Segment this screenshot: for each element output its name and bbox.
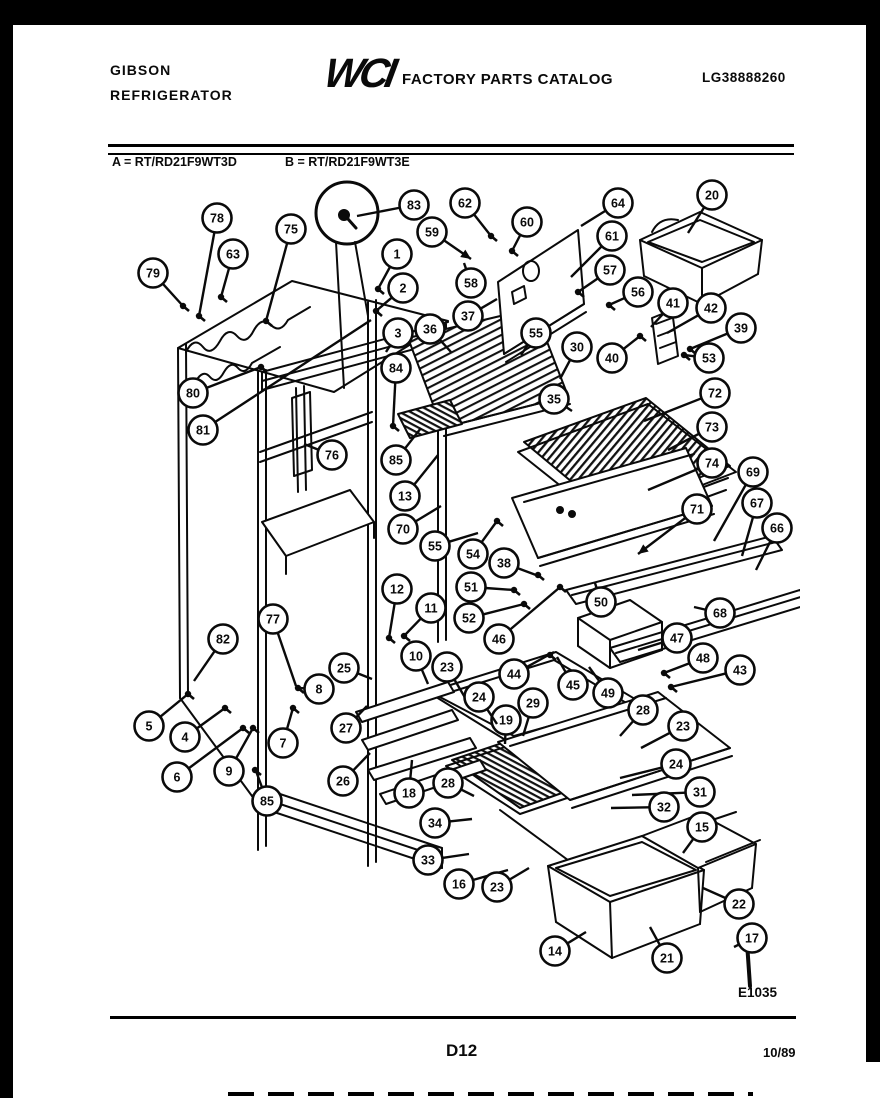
- svg-text:41: 41: [666, 296, 680, 311]
- svg-text:6: 6: [173, 770, 181, 785]
- svg-text:43: 43: [733, 663, 747, 678]
- svg-text:85: 85: [260, 794, 274, 809]
- svg-text:24: 24: [669, 757, 683, 772]
- part-balloon-9: [215, 728, 254, 786]
- svg-text:79: 79: [146, 266, 160, 281]
- fastener-icon: [535, 572, 544, 580]
- svg-text:72: 72: [708, 386, 722, 401]
- fastener-icon: [390, 423, 399, 431]
- part-balloon-38: [490, 549, 537, 578]
- part-balloon-85: [382, 428, 422, 475]
- part-balloon-22: [703, 888, 754, 919]
- part-balloon-40: [598, 336, 641, 373]
- part-balloon-7: [269, 708, 298, 758]
- svg-text:55: 55: [529, 326, 543, 341]
- svg-text:28: 28: [441, 776, 455, 791]
- svg-text:82: 82: [216, 632, 230, 647]
- svg-text:25: 25: [337, 661, 351, 676]
- part-balloon-10: [402, 642, 431, 685]
- air-grille: [398, 400, 462, 438]
- svg-text:10: 10: [409, 649, 423, 664]
- diagram-code: E1035: [738, 985, 778, 1000]
- page-number: D12: [446, 1041, 478, 1060]
- part-balloon-59: [418, 218, 472, 260]
- svg-text:35: 35: [547, 392, 561, 407]
- svg-text:76: 76: [325, 448, 339, 463]
- part-balloon-23: [483, 868, 530, 902]
- svg-text:59: 59: [425, 225, 439, 240]
- model-a-label: A = RT/RD21F9WT3D: [112, 155, 237, 169]
- part-balloon-4: [171, 708, 226, 752]
- svg-text:84: 84: [389, 361, 403, 376]
- catalog-number: LG38888260: [702, 70, 786, 85]
- svg-text:12: 12: [390, 582, 404, 597]
- svg-text:22: 22: [732, 897, 746, 912]
- svg-text:20: 20: [705, 188, 719, 203]
- scan-border-bottom: [228, 1092, 753, 1096]
- header-rule: [108, 144, 794, 155]
- part-balloon-17: [734, 924, 767, 953]
- svg-text:83: 83: [407, 198, 421, 213]
- product-type: REFRIGERATOR: [110, 87, 233, 103]
- svg-text:64: 64: [611, 196, 625, 211]
- svg-text:7: 7: [279, 736, 287, 751]
- svg-text:56: 56: [631, 285, 645, 300]
- svg-text:36: 36: [423, 322, 437, 337]
- part-balloon-46: [485, 588, 560, 654]
- svg-text:33: 33: [421, 853, 435, 868]
- svg-text:24: 24: [472, 690, 486, 705]
- svg-text:80: 80: [186, 386, 200, 401]
- svg-text:48: 48: [696, 651, 710, 666]
- svg-text:77: 77: [266, 612, 280, 627]
- catalog-title: FACTORY PARTS CATALOG: [402, 71, 614, 88]
- svg-text:54: 54: [466, 547, 480, 562]
- part-balloon-11: [404, 594, 446, 637]
- svg-text:53: 53: [702, 351, 716, 366]
- part-balloon-62: [451, 189, 492, 237]
- model-b-label: B = RT/RD21F9WT3E: [285, 155, 410, 169]
- footer-rule: [110, 1016, 796, 1019]
- part-balloon-34: [421, 809, 473, 838]
- scan-border-left: [0, 0, 13, 1098]
- svg-text:17: 17: [745, 931, 759, 946]
- svg-text:3: 3: [394, 326, 402, 341]
- part-balloon-64: [581, 189, 633, 227]
- svg-text:62: 62: [458, 196, 472, 211]
- svg-text:28: 28: [636, 703, 650, 718]
- svg-text:44: 44: [507, 667, 521, 682]
- svg-text:46: 46: [492, 632, 506, 647]
- svg-text:14: 14: [548, 944, 562, 959]
- part-balloon-77: [259, 605, 297, 687]
- svg-text:49: 49: [601, 686, 615, 701]
- svg-text:29: 29: [526, 696, 540, 711]
- svg-text:47: 47: [670, 631, 684, 646]
- wci-logo: WCI: [321, 50, 397, 96]
- svg-text:67: 67: [750, 496, 764, 511]
- svg-text:18: 18: [402, 786, 416, 801]
- svg-text:68: 68: [713, 606, 727, 621]
- svg-text:26: 26: [336, 774, 350, 789]
- svg-text:13: 13: [398, 489, 412, 504]
- part-balloon-25: [330, 654, 373, 683]
- svg-text:27: 27: [339, 721, 353, 736]
- scan-border-top: [0, 0, 880, 25]
- svg-text:39: 39: [734, 321, 748, 336]
- part-balloon-30: [560, 333, 592, 380]
- svg-text:16: 16: [452, 877, 466, 892]
- part-balloon-8: [298, 675, 334, 704]
- svg-text:15: 15: [695, 820, 709, 835]
- part-balloon-27: [332, 706, 368, 743]
- part-balloon-58: [457, 263, 486, 298]
- svg-text:31: 31: [693, 785, 707, 800]
- svg-text:4: 4: [181, 730, 189, 745]
- part-balloon-32: [611, 793, 679, 822]
- svg-text:38: 38: [497, 556, 511, 571]
- part-balloon-14: [541, 932, 587, 966]
- svg-text:75: 75: [284, 222, 298, 237]
- svg-text:11: 11: [424, 601, 438, 616]
- svg-text:78: 78: [210, 211, 224, 226]
- svg-text:70: 70: [396, 522, 410, 537]
- part-balloon-26: [329, 753, 371, 796]
- svg-text:69: 69: [746, 465, 760, 480]
- part-balloon-79: [139, 259, 184, 307]
- svg-text:30: 30: [570, 340, 584, 355]
- svg-text:23: 23: [440, 660, 454, 675]
- svg-text:21: 21: [660, 951, 674, 966]
- svg-text:23: 23: [676, 719, 690, 734]
- parts-diagram: [100, 170, 800, 1020]
- part-balloon-82: [194, 625, 238, 682]
- svg-text:61: 61: [605, 229, 619, 244]
- svg-text:40: 40: [605, 351, 619, 366]
- svg-text:71: 71: [690, 502, 704, 517]
- ice-bin: [640, 212, 762, 304]
- svg-text:23: 23: [490, 880, 504, 895]
- svg-text:19: 19: [499, 713, 513, 728]
- scan-border-right: [866, 0, 880, 1062]
- svg-text:32: 32: [657, 800, 671, 815]
- svg-text:52: 52: [462, 611, 476, 626]
- svg-text:8: 8: [315, 682, 323, 697]
- part-balloon-63: [219, 240, 248, 298]
- svg-text:42: 42: [704, 301, 718, 316]
- issue-date: 10/89: [763, 1045, 796, 1060]
- svg-text:55: 55: [428, 539, 442, 554]
- svg-text:34: 34: [428, 816, 442, 831]
- svg-text:1: 1: [393, 247, 401, 262]
- svg-text:74: 74: [705, 456, 719, 471]
- part-balloon-60: [512, 208, 542, 252]
- svg-text:9: 9: [225, 764, 233, 779]
- part-balloon-12: [383, 575, 412, 639]
- part-balloon-35: [540, 385, 573, 414]
- svg-text:45: 45: [566, 678, 580, 693]
- svg-text:5: 5: [145, 719, 153, 734]
- svg-text:51: 51: [464, 580, 478, 595]
- svg-text:73: 73: [705, 420, 719, 435]
- svg-text:63: 63: [226, 247, 240, 262]
- svg-text:66: 66: [770, 521, 784, 536]
- svg-text:60: 60: [520, 215, 534, 230]
- brand-name: GIBSON: [110, 62, 172, 78]
- svg-text:37: 37: [461, 309, 475, 324]
- part-balloon-57: [578, 256, 625, 293]
- svg-text:50: 50: [594, 595, 608, 610]
- svg-text:57: 57: [603, 263, 617, 278]
- svg-text:58: 58: [464, 276, 478, 291]
- svg-text:81: 81: [196, 423, 210, 438]
- svg-text:2: 2: [399, 281, 407, 296]
- svg-text:85: 85: [389, 453, 403, 468]
